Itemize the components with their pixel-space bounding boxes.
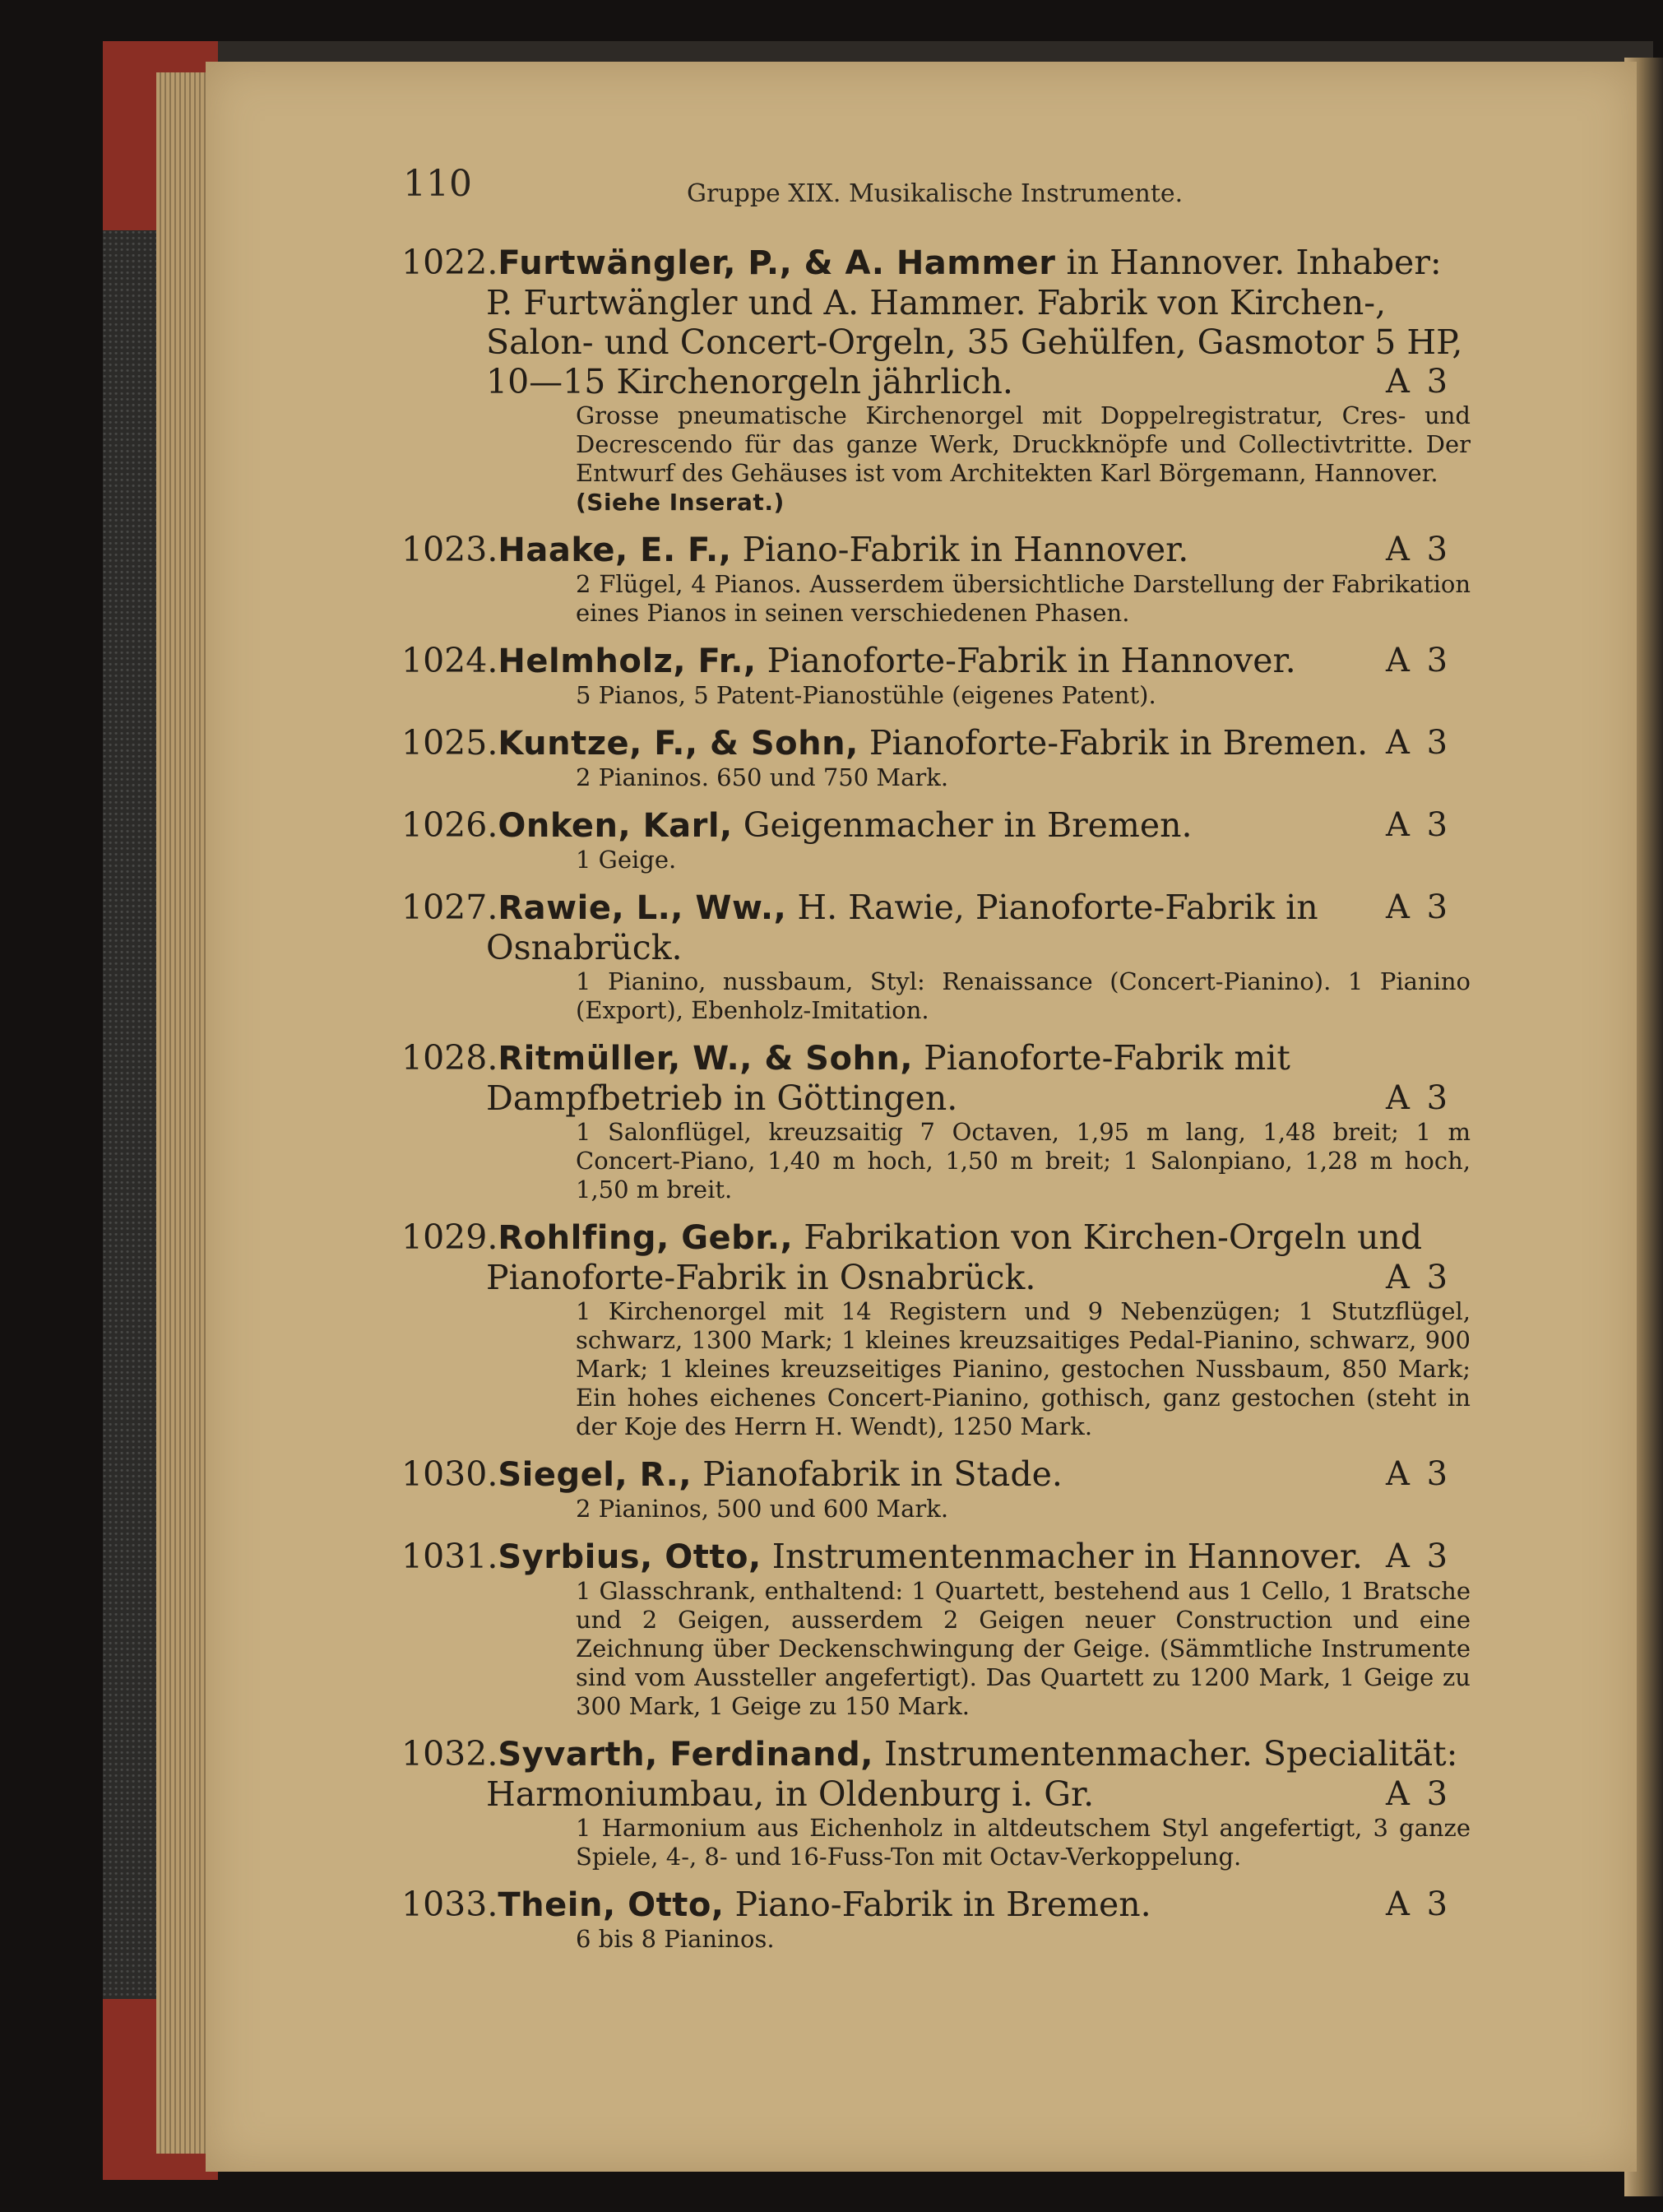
running-head: Gruppe XIX. Musikalische Instrumente. [687, 179, 1184, 208]
exhibitor-name: Onken, Karl, [498, 807, 733, 845]
entry-number: 1023. [401, 530, 498, 569]
catalog-entry [401, 888, 1471, 1025]
entry-heading: 1028.Ritmüller, W., & Sohn, Pianoforte-Fabrik mit Dampfbetrieb in Göttingen. A 3 [401, 1038, 1452, 1118]
exhibitor-name: Thein, Otto, [498, 1886, 725, 1924]
exhibitor-name: Syrbius, Otto, [498, 1538, 762, 1576]
entry-number: 1029. [401, 1217, 498, 1257]
catalog-entry [401, 1454, 1471, 1523]
catalog-entry [401, 1217, 1471, 1441]
catalog-entry [401, 1038, 1471, 1204]
entry-detail: 1 Geige. [576, 846, 677, 874]
entry-detail [401, 401, 1471, 517]
entry-number: 1031. [401, 1537, 498, 1576]
entry-heading: A 3 1027.Rawie, L., Ww., H. Rawie, Pianoforte-Fabrik in Osnabrück. [401, 888, 1452, 967]
exhibitor-name: Syvarth, Ferdinand, [498, 1736, 873, 1774]
catalog-entry [401, 1537, 1471, 1721]
entry-detail: 1 Harmonium aus Eichenholz in altdeutschem Styl angefertigt, 3 ganze Spiele, 4-, 8- und 16-Fuss-Ton mit Octav-Verkoppelung. [576, 1814, 1471, 1871]
entry-number: 1024. [401, 641, 498, 680]
entry-text: Geigenmacher in Bremen. [732, 805, 1193, 845]
exhibitor-name: Kuntze, F., & Sohn, [498, 725, 859, 763]
entry-number: 1022. [401, 243, 498, 282]
entry-heading: 1023.Haake, E. F., Piano-Fabrik in Hannover. A 3 [401, 530, 1452, 569]
entry-text: Pianofabrik in Stade. [692, 1454, 1063, 1494]
entry-heading: 1026.Onken, Karl, Geigenmacher in Bremen. A 3 [401, 805, 1452, 845]
entry-heading: 1032.Syvarth, Ferdinand, Instrumentenmacher. Specialität: Harmoniumbau, in Oldenburg i. Gr. A 3 [401, 1734, 1458, 1814]
entry-text: Piano-Fabrik in Hannover. [731, 530, 1189, 569]
exhibitor-name: Ritmüller, W., & Sohn, [498, 1040, 914, 1078]
exhibitor-name: Rohlfing, Gebr., [498, 1219, 794, 1257]
entry-detail: 2 Flügel, 4 Pianos. Ausserdem übersichtliche Darstellung der Fabrikation eines Pianos in seinen verschiedenen Phasen. [576, 570, 1471, 627]
entry-note: (Siehe Inserat.) [576, 489, 785, 516]
entry-text: in Hannover. Inhaber: P. Furtwängler und A. Hammer. Fabrik von Kirchen-, Salon- und Concert-Orgeln, 35 Gehülfen, Gasmotor 5 HP, 10—15 Kirchenorgeln jährlich. [486, 243, 1463, 401]
entry-detail: 1 Glasschrank, enthaltend: 1 Quartett, bestehend aus 1 Cello, 1 Bratsche und 2 Geigen, ausserdem 2 Geigen neuer Construction und eine Zeichnung über Deckenschwingung der Geige. (Sämmtliche Instrumente sind vom Aussteller angefertigt). Das Quartett zu 1200 Mark, 1 Geige zu 300 Mark, 1 Geige zu 150 Mark. [576, 1577, 1471, 1720]
entry-heading: 1029.Rohlfing, Gebr., Fabrikation von Kirchen-Orgeln und Pianoforte-Fabrik in Osnabrück. A 3 [401, 1217, 1452, 1297]
entry-number: 1030. [401, 1454, 498, 1494]
exhibitor-name: Siegel, R., [498, 1456, 693, 1494]
catalog-entries [401, 243, 1471, 1967]
entry-heading: 1031.Syrbius, Otto, Instrumentenmacher in Hannover. A 3 [401, 1537, 1452, 1576]
catalog-entry [401, 1734, 1471, 1871]
entry-number: 1032. [401, 1734, 498, 1774]
entry-text: Fabrikation von Kirchen-Orgeln und Pianoforte-Fabrik in Osnabrück. [486, 1217, 1423, 1297]
entry-text: Instrumentenmacher in Hannover. [761, 1537, 1363, 1576]
exhibitor-name: Rawie, L., Ww., [498, 889, 787, 927]
entry-text: Pianoforte-Fabrik in Bremen. [858, 723, 1369, 763]
entry-text: Pianoforte-Fabrik mit Dampfbetrieb in Göttingen. [486, 1038, 1290, 1118]
entry-text: Piano-Fabrik in Bremen. [724, 1885, 1151, 1924]
entry-heading: 1024.Helmholz, Fr., Pianoforte-Fabrik in Hannover. A 3 [401, 641, 1452, 680]
entry-detail: 5 Pianos, 5 Patent-Pianostühle (eigenes Patent). [576, 681, 1156, 709]
entry-number: 1028. [401, 1038, 498, 1078]
entry-number: 1025. [401, 723, 498, 763]
entry-detail: 1 Kirchenorgel mit 14 Registern und 9 Nebenzügen; 1 Stutzflügel, schwarz, 1300 Mark; 1 kleines kreuzsaitiges Pedal-Pianino, schwarz, 900 Mark; 1 kleines kreuzseitiges Pianino, gestochen Nussbaum, 850 Mark; Ein hohes eichenes Concert-Pianino, gothisch, ganz gestochen (steht in der Koje des Herrn H. Wendt), 1250 Mark. [576, 1297, 1471, 1440]
entry-detail: 2 Pianinos. 650 und 750 Mark. [576, 763, 949, 791]
exhibitor-name: Haake, E. F., [498, 531, 732, 569]
entry-detail: 2 Pianinos, 500 und 600 Mark. [576, 1495, 949, 1523]
catalog-entry [401, 243, 1471, 517]
entry-heading: 1025.Kuntze, F., & Sohn, Pianoforte-Fabrik in Bremen. A 3 [401, 723, 1452, 763]
entry-detail-text: Grosse pneumatische Kirchenorgel mit Doppelregistratur, Cres- und Decrescendo für das ganze Werk, Druckknöpfe und Collectivtritte. Der Entwurf des Gehäuses ist vom Architekten Karl Börgemann, Hannover. [576, 401, 1471, 487]
entry-number: 1027. [401, 888, 498, 927]
entry-number: 1026. [401, 805, 498, 845]
entry-detail: 1 Pianino, nussbaum, Styl: Renaissance (Concert-Pianino). 1 Pianino (Export), Ebenholz-Imitation. [576, 967, 1471, 1024]
entry-heading: 1030.Siegel, R., Pianofabrik in Stade. A 3 [401, 1454, 1452, 1494]
entry-text: H. Rawie, Pianoforte-Fabrik in Osnabrück. [486, 888, 1318, 967]
catalog-entry [401, 530, 1471, 628]
entry-text: Instrumentenmacher. Specialität: Harmoniumbau, in Oldenburg i. Gr. [486, 1734, 1458, 1814]
page-number: 110 [403, 163, 472, 205]
exhibitor-name: Helmholz, Fr., [498, 642, 757, 680]
entry-heading: 1033.Thein, Otto, Piano-Fabrik in Bremen. A 3 [401, 1885, 1452, 1924]
catalog-entry [401, 805, 1471, 874]
catalog-entry [401, 1885, 1471, 1954]
entry-heading: 1022.Furtwängler, P., & A. Hammer in Hannover. Inhaber: P. Furtwängler und A. Hammer. Fabrik von Kirchen-, Salon- und Concert-Orgeln, 35 Gehülfen, Gasmotor 5 HP, 10—15 Kirchenorgeln jährlich. A 3 [401, 243, 1463, 401]
entry-detail: 1 Salonflügel, kreuzsaitig 7 Octaven, 1,95 m lang, 1,48 breit; 1 m Concert-Piano, 1,40 m hoch, 1,50 m breit; 1 Salonpiano, 1,28 m hoch, 1,50 m breit. [576, 1118, 1471, 1203]
entry-text: Pianoforte-Fabrik in Hannover. [756, 641, 1296, 680]
entry-number: 1033. [401, 1885, 498, 1924]
catalog-entry [401, 723, 1471, 792]
entry-detail: 6 bis 8 Pianinos. [576, 1925, 775, 1953]
catalog-entry [401, 641, 1471, 710]
exhibitor-name: Furtwängler, P., & A. Hammer [498, 244, 1056, 282]
